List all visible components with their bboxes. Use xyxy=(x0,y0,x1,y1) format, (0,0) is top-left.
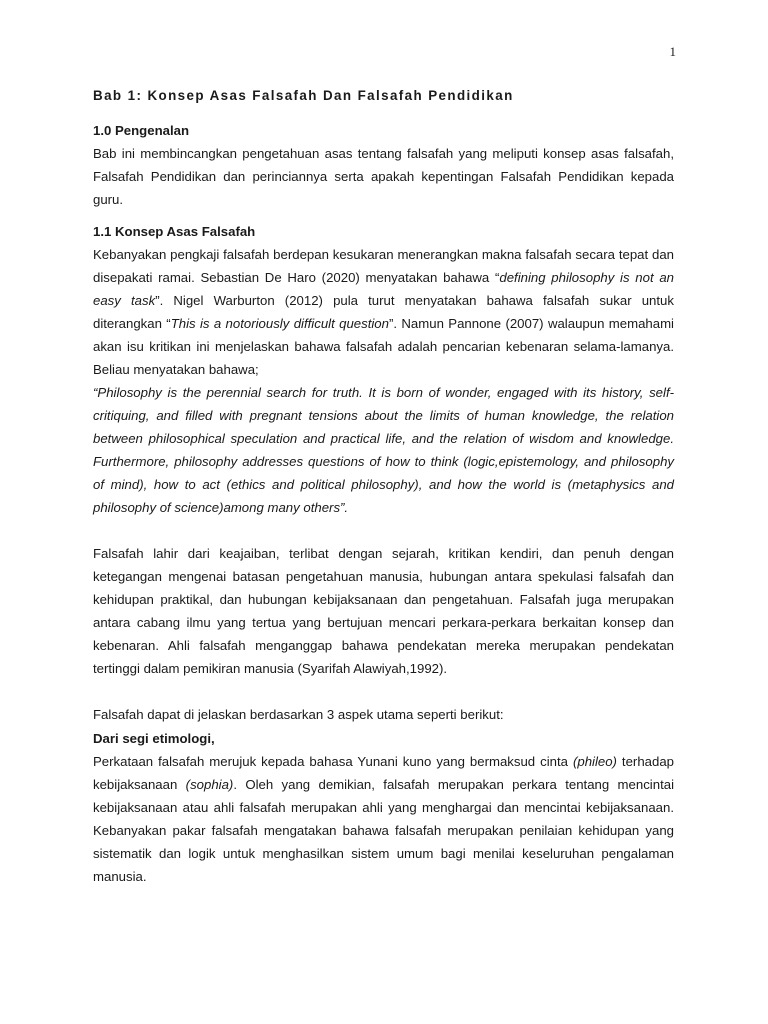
page-number: 1 xyxy=(669,44,676,59)
intro-paragraph: Bab ini membincangkan pengetahuan asas tentang falsafah yang meliputi konsep asas falsafah, Falsafah Pendidikan dan perinciannya serta apakah kepentingan Falsafah Pendidikan kepada guru. xyxy=(93,146,674,207)
falsafah-lahir-paragraph: Falsafah lahir dari keajaiban, terlibat dengan sejarah, kritikan kendiri, dan penuh dengan ketegangan mengenai batasan pengetahuan manusia, hubungan antara spekulasi falsafah dan kehidupan praktikal, dan hubungan kebijaksanaan dan pengetahuan. Falsafah juga merupakan antara cabang ilmu yang tertua yang bertujuan mencari perkara-perkara berkaitan konsep dan kebenaran. Ahli falsafah menganggap bahawa pendekatan mereka merupakan pendekatan tertinggi dalam pemikiran manusia (Syarifah Alawiyah,1992). xyxy=(93,546,674,676)
etymology-text-2: terhadap kebijaksanaan xyxy=(93,754,674,792)
section-heading-pengenalan: 1.0 Pengenalan xyxy=(93,123,190,138)
concept-text-3: ”. Namun Pannone (2007) walaupun memahami akan isu kritikan ini menjelaskan bahawa falsafah adalah pencarian kebenaran selama-lamanya. Beliau menyatakan bahawa; xyxy=(93,316,674,377)
etymology-text-3: . Oleh yang demikian, falsafah merupakan perkara tentang mencintai kebijaksanaan atau ahli falsafah merupakan ahli yang menghargai dan mencintai kebijaksanaan. Kebanyakan pakar falsafah mengatakan bahawa falsafah merupakan penilaian kehidupan yang sistematik dan logik untuk menghasilkan sistem umum bagi menilai keseluruhan pengalaman manusia. xyxy=(93,777,674,884)
etymology-text-1: Perkataan falsafah merujuk kepada bahasa Yunani kuno yang bermaksud cinta xyxy=(93,754,573,769)
three-aspects-paragraph: Falsafah dapat di jelaskan berdasarkan 3 aspek utama seperti berikut: xyxy=(93,707,504,722)
chapter-title: Bab 1: Konsep Asas Falsafah Dan Falsafah Pendidikan xyxy=(93,88,514,103)
section-heading-etimologi: Dari segi etimologi, xyxy=(93,731,215,746)
etymology-paragraph xyxy=(93,750,674,888)
section-heading-konsep-asas: 1.1 Konsep Asas Falsafah xyxy=(93,224,256,239)
concept-text-2: ”. Nigel Warburton (2012) pula turut menyatakan bahawa falsafah sukar untuk diterangkan “ xyxy=(93,293,674,331)
document-body xyxy=(93,86,674,888)
concept-italic-2: This is a notoriously difficult question xyxy=(170,316,389,331)
concept-paragraph xyxy=(93,243,674,381)
pannone-quote: “Philosophy is the perennial search for truth. It is born of wonder, engaged with its history, self-critiquing, and filled with pregnant tensions about the limits of human knowledge, the relation between philosophical speculation and practical life, and the relation of wisdom and knowledge. Furthermore, philosophy addresses questions of how to think (logic,epistemology, and philosophy of mind), how to act (ethics and political philosophy), and how the world is (metaphysics and philosophy of science)among many others”. xyxy=(93,385,674,515)
concept-text-1: Kebanyakan pengkaji falsafah berdepan kesukaran menerangkan makna falsafah secara tepat dan disepakati ramai. Sebastian De Haro (2020) menyatakan bahawa “ xyxy=(93,247,674,285)
concept-italic-1: defining philosophy is not an easy task xyxy=(93,270,674,308)
etymology-italic-phileo: (phileo) xyxy=(572,754,617,769)
etymology-italic-sophia: (sophia) xyxy=(185,777,234,792)
